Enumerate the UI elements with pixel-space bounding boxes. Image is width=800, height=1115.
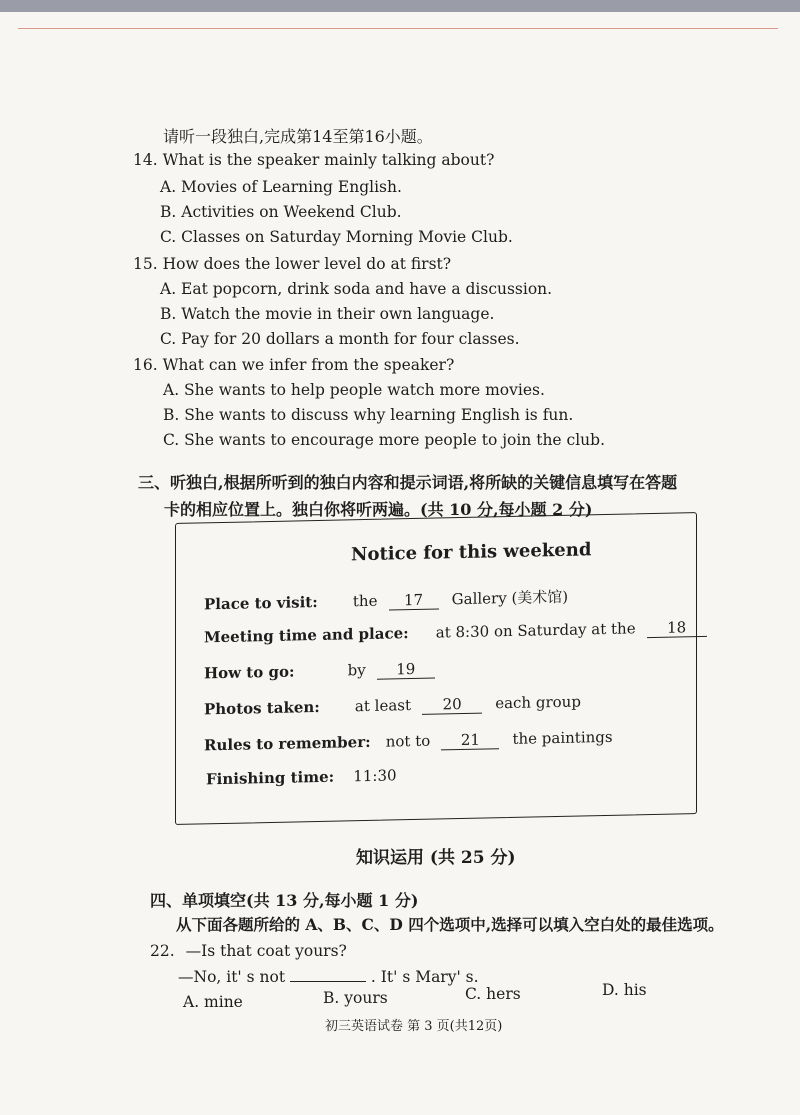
option-16a: A. She wants to help people watch more movies. (163, 381, 545, 399)
question-text: How does the lower level do at first? (162, 255, 452, 273)
photos-prefix: at least (354, 696, 412, 716)
section3-line1: 三、听独白,根据所听到的独白内容和提示词语,将所缺的关键信息填写在答题 (138, 473, 678, 492)
question-22-line2 (178, 967, 479, 986)
scan-top-edge (0, 0, 800, 12)
place-prefix: the (352, 591, 378, 611)
photos-label: Photos taken: (204, 697, 320, 719)
finish-value: 11:30 (353, 766, 397, 786)
q22-after: . It' s Mary' s. (370, 968, 479, 986)
notice-box (175, 512, 697, 825)
rules-label: Rules to remember: (204, 732, 371, 755)
question-number: 14. (133, 151, 158, 169)
question-15 (133, 255, 451, 273)
notice-row-photos (204, 691, 581, 719)
question-16 (133, 356, 454, 374)
howto-label: How to go: (204, 662, 295, 683)
finish-label: Finishing time: (206, 767, 335, 789)
option-15a: A. Eat popcorn, drink soda and have a discussion. (160, 280, 553, 298)
option-16b: B. She wants to discuss why learning English is fun. (163, 406, 574, 424)
blank-19: 19 (377, 660, 435, 680)
notice-row-meeting (204, 617, 707, 648)
rules-prefix: not to (385, 731, 431, 751)
howto-prefix: by (347, 661, 366, 680)
blank-18: 18 (647, 618, 707, 638)
option-15b: B. Watch the movie in their own language. (160, 305, 495, 323)
page-footer: 初三英语试卷 第 3 页(共12页) (325, 1019, 503, 1034)
notice-row-place (204, 586, 568, 615)
question-22 (150, 942, 347, 960)
notice-row-howto (204, 659, 435, 684)
question-text: What can we infer from the speaker? (162, 356, 455, 374)
notice-title: Notice for this weekend (351, 539, 592, 566)
question-22-line1: —Is that coat yours? (185, 942, 347, 960)
place-label: Place to visit: (204, 593, 318, 614)
option-22a: A. mine (183, 993, 243, 1011)
section4-instruction: 从下面各题所给的 A、B、C、D 四个选项中,选择可以填入空白处的最佳选项。 (176, 915, 724, 934)
option-22c: C. hers (465, 985, 521, 1003)
notice-row-rules (204, 727, 613, 756)
blank-20: 20 (422, 695, 482, 715)
knowledge-heading: 知识运用 (共 25 分) (356, 848, 516, 868)
blank-21: 21 (441, 730, 499, 750)
scan-top-line (18, 28, 778, 29)
listening-instruction: 请听一段独白,完成第14至第16小题。 (163, 127, 433, 146)
question-text: What is the speaker mainly talking about? (162, 151, 495, 169)
photos-suffix: each group (495, 692, 581, 713)
option-14c: C. Classes on Saturday Morning Movie Club. (160, 228, 513, 246)
option-14b: B. Activities on Weekend Club. (160, 203, 402, 221)
question-number: 15. (133, 255, 158, 273)
meeting-text: at 8:30 on Saturday at the (435, 619, 636, 642)
answer-blank (290, 967, 366, 982)
q22-before: —No, it' s not (178, 968, 286, 986)
notice-row-finish (206, 765, 397, 788)
option-22d: D. his (602, 981, 647, 999)
question-14 (133, 151, 494, 169)
section3-line2: 卡的相应位置上。独白你将听两遍。(共 10 分,每小题 2 分) (164, 500, 593, 519)
place-suffix: Gallery (美术馆) (451, 587, 569, 609)
option-15c: C. Pay for 20 dollars a month for four classes. (160, 330, 520, 348)
meeting-label: Meeting time and place: (204, 624, 409, 647)
section4-title: 四、单项填空(共 13 分,每小题 1 分) (150, 891, 419, 910)
option-14a: A. Movies of Learning English. (160, 178, 402, 196)
blank-17: 17 (389, 590, 439, 610)
option-16c: C. She wants to encourage more people to join the club. (163, 431, 605, 449)
question-number: 16. (133, 356, 158, 374)
option-22b: B. yours (323, 989, 388, 1007)
question-number: 22. (150, 942, 175, 960)
rules-suffix: the paintings (512, 727, 613, 748)
